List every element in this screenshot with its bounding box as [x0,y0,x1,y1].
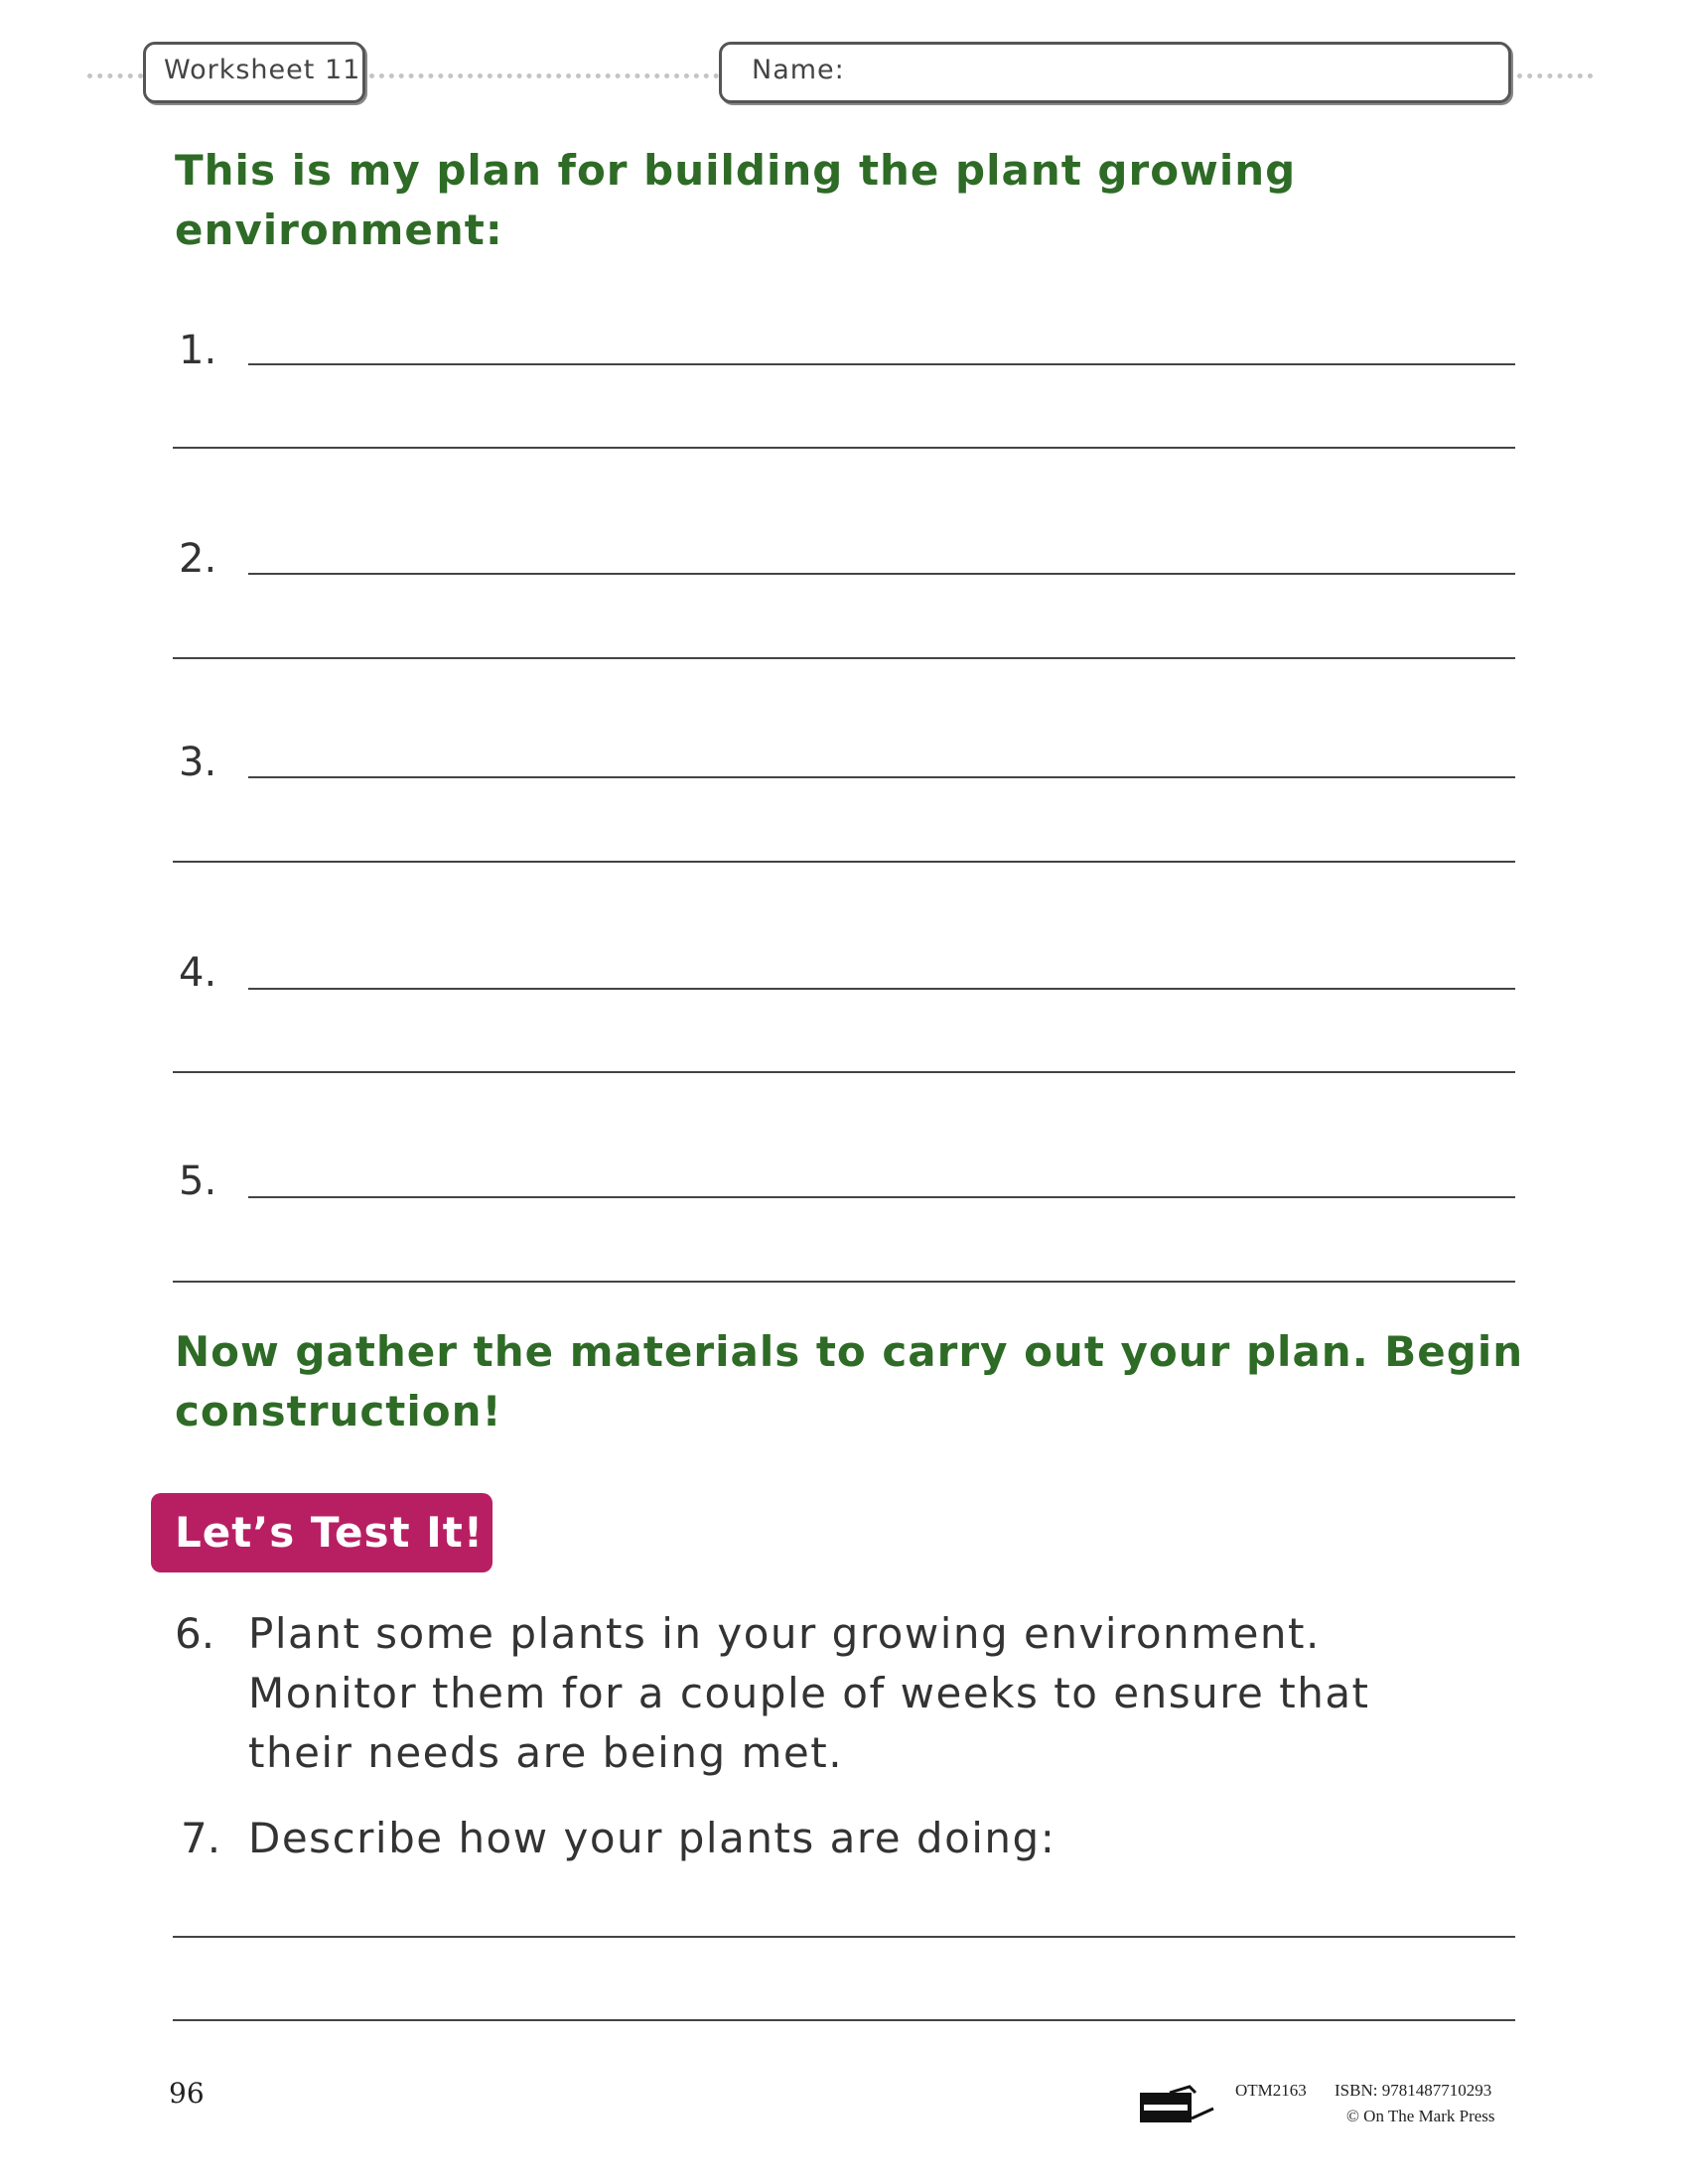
question-6-line1: Plant some plants in your growing environment. [248,1609,1321,1658]
plan-item-number-4: 4. [179,950,217,996]
plan-item-3-line-a[interactable] [248,776,1515,778]
question-6-line2: Monitor them for a couple of weeks to ensure that [248,1669,1370,1717]
worksheet-label: Worksheet 11 [164,55,361,85]
question-7-number: 7. [181,1814,221,1862]
gather-heading-line2: construction! [175,1387,502,1435]
plan-item-2-line-a[interactable] [248,573,1515,575]
plan-heading [175,141,1296,260]
question-7-text: Describe how your plants are doing: [248,1814,1056,1862]
plan-item-number-2: 2. [179,536,217,582]
copyright: © On The Mark Press [1346,2107,1495,2125]
name-field[interactable] [719,42,1511,103]
publisher-logo-icon [1140,2085,1219,2124]
header-dots-left [87,73,143,78]
plan-item-5-line-b[interactable] [173,1281,1515,1283]
plan-item-number-3: 3. [179,740,217,785]
header-dots-middle [369,73,719,78]
plan-item-1-line-a[interactable] [248,363,1515,365]
plan-heading-line1: This is my plan for building the plant growing [175,146,1297,195]
plan-item-4-line-a[interactable] [248,988,1515,990]
page-number: 96 [169,2077,205,2110]
plan-item-number-1: 1. [179,328,217,373]
plan-item-2-line-b[interactable] [173,657,1515,659]
product-code: OTM2163 [1235,2081,1307,2100]
plan-item-number-5: 5. [179,1159,217,1204]
plan-item-5-line-a[interactable] [248,1196,1515,1198]
question-6-text [248,1604,1370,1783]
worksheet-label-box [143,42,365,103]
plan-item-4-line-b[interactable] [173,1071,1515,1073]
isbn: ISBN: 9781487710293 [1335,2081,1492,2100]
plan-item-1-line-b[interactable] [173,447,1515,449]
question-7-line-a[interactable] [173,1936,1515,1938]
plan-heading-line2: environment: [175,205,503,254]
gather-heading [175,1322,1523,1441]
question-7-line-b[interactable] [173,2019,1515,2021]
gather-heading-line1: Now gather the materials to carry out your plan. Begin [175,1327,1524,1376]
header-dots-right [1517,73,1593,78]
name-label: Name: [752,55,845,85]
question-6-line3: their needs are being met. [248,1728,844,1777]
lets-test-it-badge: Let’s Test It! [151,1493,492,1572]
question-6-number: 6. [175,1609,215,1658]
plan-item-3-line-b[interactable] [173,861,1515,863]
